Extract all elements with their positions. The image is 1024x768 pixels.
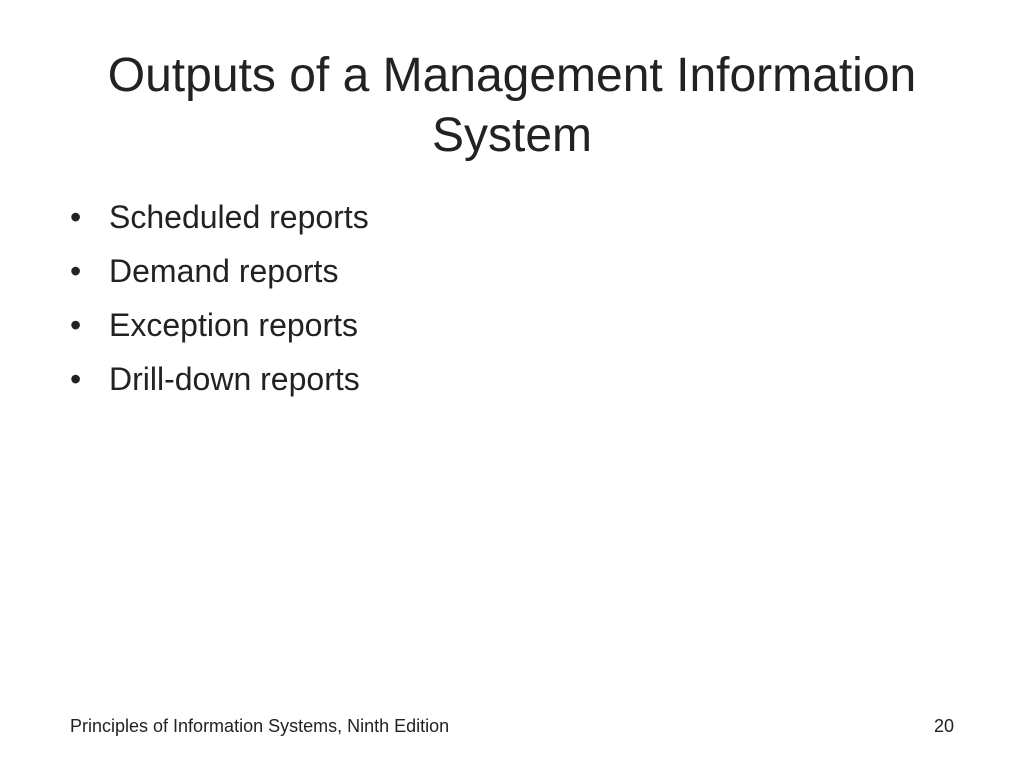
bullet-icon: • xyxy=(70,253,82,289)
slide-title-line-1: Outputs of a Management Information xyxy=(107,49,917,102)
slide-title xyxy=(40,46,984,166)
bullet-item-scheduled-reports xyxy=(70,190,369,244)
bullet-item-demand-reports xyxy=(70,244,369,298)
bullet-item-drill-down-reports xyxy=(70,352,369,406)
footer-text: Principles of Information Systems, Ninth Edition xyxy=(70,716,450,736)
bullet-list xyxy=(70,190,369,406)
bullet-text: Exception reports xyxy=(109,307,359,343)
bullet-text: Demand reports xyxy=(109,253,339,289)
bullet-icon: • xyxy=(70,199,82,235)
page-number: 20 xyxy=(933,716,954,736)
bullet-item-exception-reports xyxy=(70,298,369,352)
slide-title-line-2: System xyxy=(431,109,593,162)
bullet-icon: • xyxy=(70,361,82,397)
bullet-text: Drill-down reports xyxy=(109,361,360,397)
bullet-text: Scheduled reports xyxy=(109,199,369,235)
bullet-icon: • xyxy=(70,307,82,343)
